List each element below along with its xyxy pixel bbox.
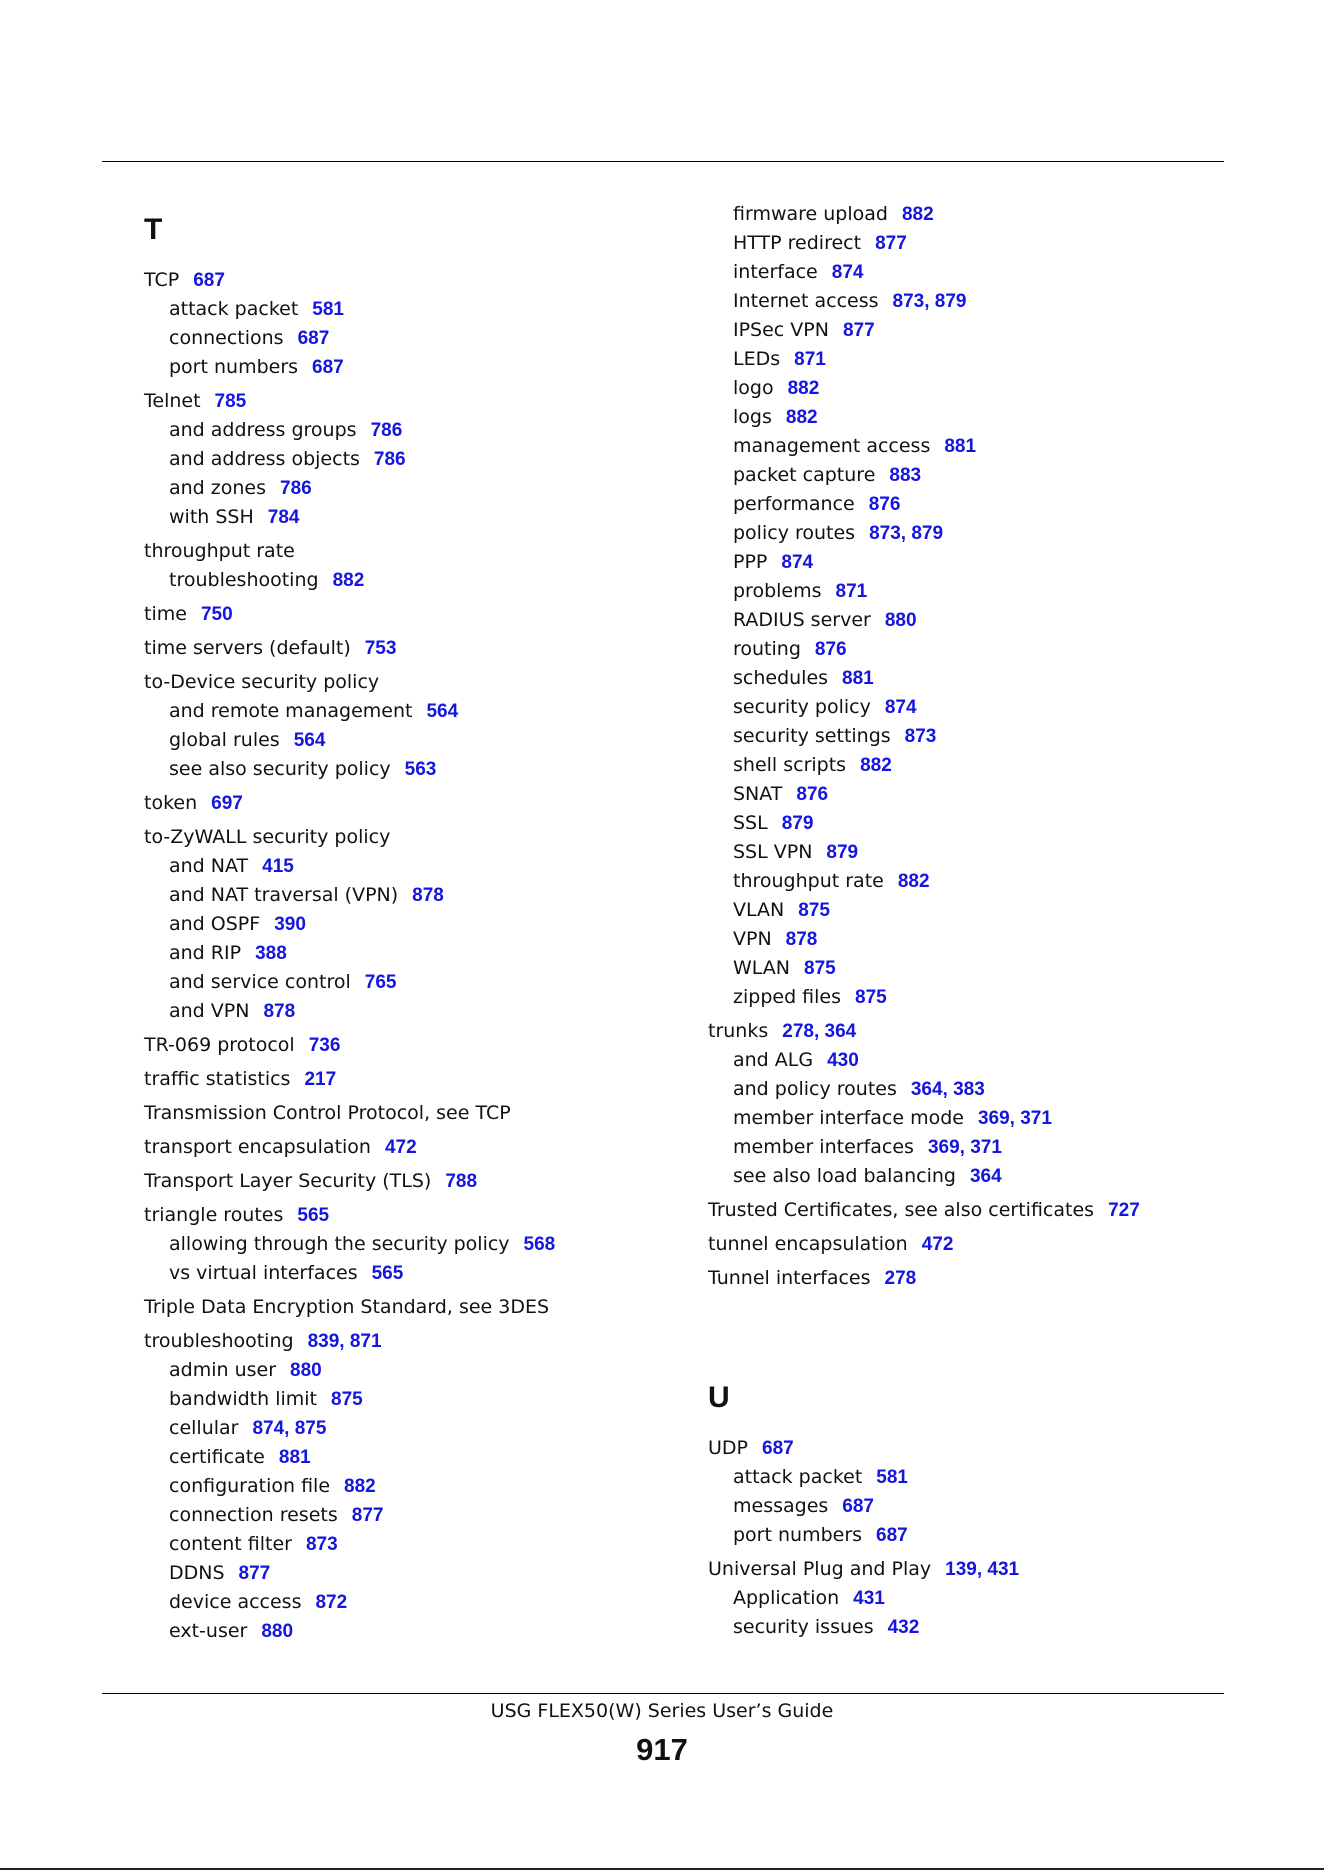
index-subentry [708,838,1228,867]
page-reference-link[interactable]: 874, 875 [252,1418,327,1439]
index-term: IPSec VPN [733,319,829,341]
index-subentry [144,474,684,503]
page-reference-link[interactable]: 390 [274,914,306,935]
index-entry [144,789,684,818]
index-term: SSL VPN [733,841,813,863]
page-reference-link[interactable]: 139, 431 [945,1559,1020,1580]
index-term: VLAN [733,899,785,921]
index-subentry [708,287,1228,316]
index-term: DDNS [169,1562,225,1584]
page-reference-link[interactable]: 877 [351,1505,384,1526]
index-subentry [708,519,1228,548]
index-term: throughput rate [733,870,884,892]
index-subentry [144,1559,684,1588]
page-reference-link[interactable]: 874 [831,262,864,283]
page-reference-link[interactable]: 882 [344,1476,376,1497]
letter-heading-u: U [708,1381,730,1414]
index-term: security settings [733,725,891,747]
index-term: allowing through the security policy [169,1233,510,1255]
page-reference-link[interactable]: 432 [887,1617,920,1638]
index-term: transport encapsulation [144,1136,371,1158]
page-reference-link[interactable]: 565 [371,1263,404,1284]
index-subentry [708,635,1228,664]
page-reference-link[interactable]: 472 [384,1137,417,1158]
index-subentry [708,693,1228,722]
index-term: security issues [733,1616,874,1638]
index-term: attack packet [733,1466,863,1488]
index-term: UDP [708,1437,748,1459]
index-subentry [144,726,684,755]
page-reference-link[interactable]: 786 [280,478,312,499]
index-term: troubleshooting [169,569,319,591]
page-reference-link[interactable]: 564 [426,701,459,722]
index-term: TR-069 protocol [144,1034,295,1056]
index-entry [144,1167,684,1196]
page-reference-link[interactable]: 581 [312,299,344,320]
page-reference-link[interactable]: 871 [835,581,868,602]
index-term: RADIUS server [733,609,871,631]
index-term: and zones [169,477,267,499]
page-reference-link[interactable]: 369, 371 [977,1108,1052,1129]
index-term: cellular [169,1417,239,1439]
page-reference-link[interactable]: 564 [293,730,326,751]
index-term: time [144,603,187,625]
page-reference-link[interactable]: 736 [308,1035,341,1056]
page-reference-link[interactable]: 753 [364,638,397,659]
index-subentry [144,852,684,881]
index-term: triangle routes [144,1204,284,1226]
index-subentry [144,1356,684,1385]
page-reference-link[interactable]: 581 [876,1467,908,1488]
index-term: and ALG [733,1049,814,1071]
index-term: Transmission Control Protocol, see TCP [144,1102,511,1124]
page-reference-link[interactable]: 278 [884,1268,917,1289]
index-term: packet capture [733,464,876,486]
page-reference-link[interactable]: 727 [1108,1200,1140,1221]
index-subentry [708,200,1228,229]
index-subentry [144,1443,684,1472]
page-reference-link[interactable]: 883 [889,465,922,486]
page-reference-link[interactable]: 875 [331,1389,363,1410]
index-term: port numbers [169,356,299,378]
index-term: Triple Data Encryption Standard, see 3DES [144,1296,550,1318]
index-subentry [708,1521,1228,1550]
index-subentry [708,954,1228,983]
index-term: and service control [169,971,351,993]
index-term: troubleshooting [144,1330,294,1352]
page-reference-link[interactable]: 881 [944,436,977,457]
entry-list-u [708,1434,1228,1642]
index-subentry [708,722,1228,751]
index-term: port numbers [733,1524,863,1546]
index-subentry [708,1104,1228,1133]
index-subentry [144,566,684,595]
page-reference-link[interactable]: 873, 879 [892,291,967,312]
page-reference-link[interactable]: 875 [798,900,830,921]
index-subentry [144,939,684,968]
section-spacer [708,1293,1228,1368]
index-term: Telnet [144,390,201,412]
page-reference-link[interactable]: 874 [884,697,917,718]
index-subentry [708,577,1228,606]
index-entry [144,1293,684,1322]
page-reference-link[interactable]: 364, 383 [910,1079,985,1100]
index-subentry [144,416,684,445]
index-subentry [144,1588,684,1617]
index-subentry [144,997,684,1026]
page-reference-link[interactable]: 872 [315,1592,348,1613]
page-reference-link[interactable]: 563 [404,759,437,780]
index-subentry [708,809,1228,838]
index-subentry [144,324,684,353]
index-subentry [708,1613,1228,1642]
page-reference-link[interactable]: 687 [842,1496,874,1517]
index-term: certificate [169,1446,265,1468]
page-reference-link[interactable]: 877 [238,1563,271,1584]
index-entry [144,387,684,416]
index-term: and address groups [169,419,357,441]
index-term: tunnel encapsulation [708,1233,908,1255]
index-subentry [708,896,1228,925]
index-subentry [144,881,684,910]
index-subentry [708,432,1228,461]
index-subentry [708,345,1228,374]
index-entry [144,668,684,697]
index-term: interface [733,261,818,283]
page-reference-link[interactable]: 786 [373,449,406,470]
page-reference-link[interactable]: 785 [214,391,247,412]
index-subentry [144,1385,684,1414]
page-reference-link[interactable]: 786 [370,420,403,441]
index-term: Tunnel interfaces [708,1267,871,1289]
index-term: logo [733,377,774,399]
index-term: see also load balancing [733,1165,956,1187]
index-term: firmware upload [733,203,888,225]
page-reference-link[interactable]: 873 [305,1534,338,1555]
page-reference-link[interactable]: 687 [193,270,225,291]
index-term: problems [733,580,822,602]
page-reference-link[interactable]: 882 [332,570,365,591]
page-reference-link[interactable]: 415 [262,856,294,877]
page-reference-link[interactable]: 687 [312,357,344,378]
page-reference-link[interactable]: 217 [304,1069,337,1090]
index-subentry [144,697,684,726]
index-subentry [708,316,1228,345]
index-entry [144,600,684,629]
index-term: trunks [708,1020,769,1042]
index-entry [144,537,684,566]
index-term: routing [733,638,801,660]
index-subentry [708,1075,1228,1104]
index-subentry [708,490,1228,519]
page-reference-link[interactable]: 364 [969,1166,1002,1187]
index-entry [708,1017,1228,1046]
index-subentry [708,1046,1228,1075]
index-column-left [144,200,684,1646]
index-subentry [708,867,1228,896]
index-term: zipped files [733,986,841,1008]
page-reference-link[interactable]: 431 [853,1588,885,1609]
page-reference-link[interactable]: 879 [781,813,814,834]
index-term: Transport Layer Security (TLS) [144,1170,432,1192]
index-subentry [708,548,1228,577]
index-term: performance [733,493,855,515]
page-reference-link[interactable]: 784 [267,507,300,528]
index-term: see also security policy [169,758,391,780]
page-reference-link[interactable]: 765 [364,972,397,993]
page-reference-link[interactable]: 878 [263,1001,296,1022]
index-subentry [708,751,1228,780]
index-term: shell scripts [733,754,847,776]
page-reference-link[interactable]: 876 [796,784,829,805]
index-entry [708,1555,1228,1584]
index-subentry [144,755,684,784]
page-reference-link[interactable]: 876 [868,494,901,515]
index-entry [144,1327,684,1356]
page-reference-link[interactable]: 687 [876,1525,908,1546]
index-term: Universal Plug and Play [708,1558,932,1580]
index-subentry [144,968,684,997]
index-subentry [708,258,1228,287]
index-term: and NAT [169,855,249,877]
index-entry [144,1133,684,1162]
page-reference-link[interactable]: 880 [261,1621,294,1642]
index-term: SSL [733,812,768,834]
index-subentry [708,1463,1228,1492]
index-subentry [144,1617,684,1646]
page-reference-link[interactable]: 430 [827,1050,859,1071]
index-term: configuration file [169,1475,331,1497]
index-subentry [144,1414,684,1443]
index-entry [144,1201,684,1230]
page-reference-link[interactable]: 278, 364 [782,1021,857,1042]
page-reference-link[interactable]: 878 [412,885,444,906]
index-term: SNAT [733,783,783,805]
index-term: policy routes [733,522,856,544]
index-entry [708,1264,1228,1293]
page-reference-link[interactable]: 697 [211,793,243,814]
page-reference-link[interactable]: 388 [255,943,287,964]
page-reference-link[interactable]: 750 [200,604,233,625]
page-reference-link[interactable]: 875 [804,958,836,979]
page-reference-link[interactable]: 788 [445,1171,478,1192]
index-subentry [144,1230,684,1259]
index-term: ext-user [169,1620,248,1642]
index-term: vs virtual interfaces [169,1262,358,1284]
page-reference-link[interactable]: 873, 879 [869,523,944,544]
index-subentry [708,1584,1228,1613]
index-entry [708,1434,1228,1463]
index-term: member interfaces [733,1136,914,1158]
index-term: Application [733,1587,840,1609]
index-entry [144,1031,684,1060]
index-subentry [708,374,1228,403]
index-term: admin user [169,1359,277,1381]
index-term: and remote management [169,700,413,722]
index-subentry [708,1492,1228,1521]
index-term: VPN [733,928,772,950]
index-term: with SSH [169,506,254,528]
index-term: PPP [733,551,768,573]
page-reference-link[interactable]: 472 [921,1234,954,1255]
index-term: and policy routes [733,1078,897,1100]
page-reference-link[interactable]: 881 [842,668,874,689]
index-subentry [708,1133,1228,1162]
index-term: Internet access [733,290,879,312]
index-term: LEDs [733,348,781,370]
letter-heading-t: T [144,213,163,246]
page-reference-link[interactable]: 882 [901,204,934,225]
page-reference-link[interactable]: 876 [814,639,847,660]
page-reference-link[interactable]: 880 [884,610,917,631]
index-term: to-ZyWALL security policy [144,826,391,848]
index-subentry [708,606,1228,635]
index-subentry [708,664,1228,693]
page-reference-link[interactable]: 369, 371 [927,1137,1002,1158]
page-number: 917 [636,1732,688,1767]
index-term: and address objects [169,448,360,470]
page-reference-link[interactable]: 565 [297,1205,330,1226]
index-term: connection resets [169,1504,338,1526]
page-reference-link[interactable]: 882 [785,407,818,428]
page-reference-link[interactable]: 878 [785,929,818,950]
page-reference-link[interactable]: 882 [787,378,820,399]
index-subentry [144,1472,684,1501]
page-reference-link[interactable]: 875 [855,987,887,1008]
page-reference-link[interactable]: 882 [897,871,930,892]
index-term: throughput rate [144,540,295,562]
index-term: content filter [169,1533,292,1555]
index-term: and VPN [169,1000,250,1022]
page-reference-link[interactable]: 882 [860,755,892,776]
index-term: global rules [169,729,280,751]
index-subentry [708,229,1228,258]
page-reference-link[interactable]: 839, 871 [307,1331,382,1352]
index-term: TCP [144,269,180,291]
index-term: and OSPF [169,913,261,935]
index-subentry [144,1501,684,1530]
index-subentry [708,925,1228,954]
index-subentry [708,461,1228,490]
index-column-right [708,200,1228,1642]
page-reference-link[interactable]: 877 [875,233,907,254]
header-rule [102,161,1224,162]
index-entry [144,634,684,663]
index-subentry [144,1530,684,1559]
index-subentry [144,503,684,532]
bottom-edge-line [0,1868,1324,1870]
index-term: connections [169,327,284,349]
index-term: token [144,792,198,814]
page-reference-link[interactable]: 877 [842,320,875,341]
page-reference-link[interactable]: 687 [297,328,330,349]
index-subentry [144,445,684,474]
page-reference-link[interactable]: 881 [278,1447,311,1468]
index-subentry [708,403,1228,432]
index-subentry [144,353,684,382]
index-term: and NAT traversal (VPN) [169,884,399,906]
index-entry [144,266,684,295]
index-subentry [144,1259,684,1288]
index-entry [144,1065,684,1094]
index-term: schedules [733,667,829,689]
index-subentry [708,780,1228,809]
page-reference-link[interactable]: 874 [781,552,814,573]
index-term: logs [733,406,772,428]
index-term: member interface mode [733,1107,964,1129]
footer-guide-title: USG FLEX50(W) Series User’s Guide [490,1700,834,1722]
page-reference-link[interactable]: 880 [290,1360,322,1381]
index-term: and RIP [169,942,242,964]
index-term: bandwidth limit [169,1388,318,1410]
page-reference-link[interactable]: 879 [826,842,859,863]
index-term: time servers (default) [144,637,351,659]
index-subentry [144,295,684,324]
index-term: WLAN [733,957,791,979]
index-term: Trusted Certificates, see also certificates [708,1199,1095,1221]
page-reference-link[interactable]: 873 [904,726,937,747]
index-term: device access [169,1591,302,1613]
entry-list-t-continued [708,200,1228,1293]
index-subentry [144,910,684,939]
index-term: attack packet [169,298,299,320]
page-reference-link[interactable]: 568 [523,1234,556,1255]
index-subentry [708,1162,1228,1191]
index-entry [144,823,684,852]
index-subentry [708,983,1228,1012]
entry-list-t [144,266,684,1646]
index-term: to-Device security policy [144,671,380,693]
index-term: security policy [733,696,871,718]
index-term: management access [733,435,931,457]
page-reference-link[interactable]: 871 [794,349,826,370]
index-entry [144,1099,684,1128]
index-term: messages [733,1495,829,1517]
index-entry [708,1230,1228,1259]
page-reference-link[interactable]: 687 [762,1438,794,1459]
footer-rule [102,1693,1224,1694]
index-entry [708,1196,1228,1225]
index-term: traffic statistics [144,1068,291,1090]
index-term: HTTP redirect [733,232,862,254]
